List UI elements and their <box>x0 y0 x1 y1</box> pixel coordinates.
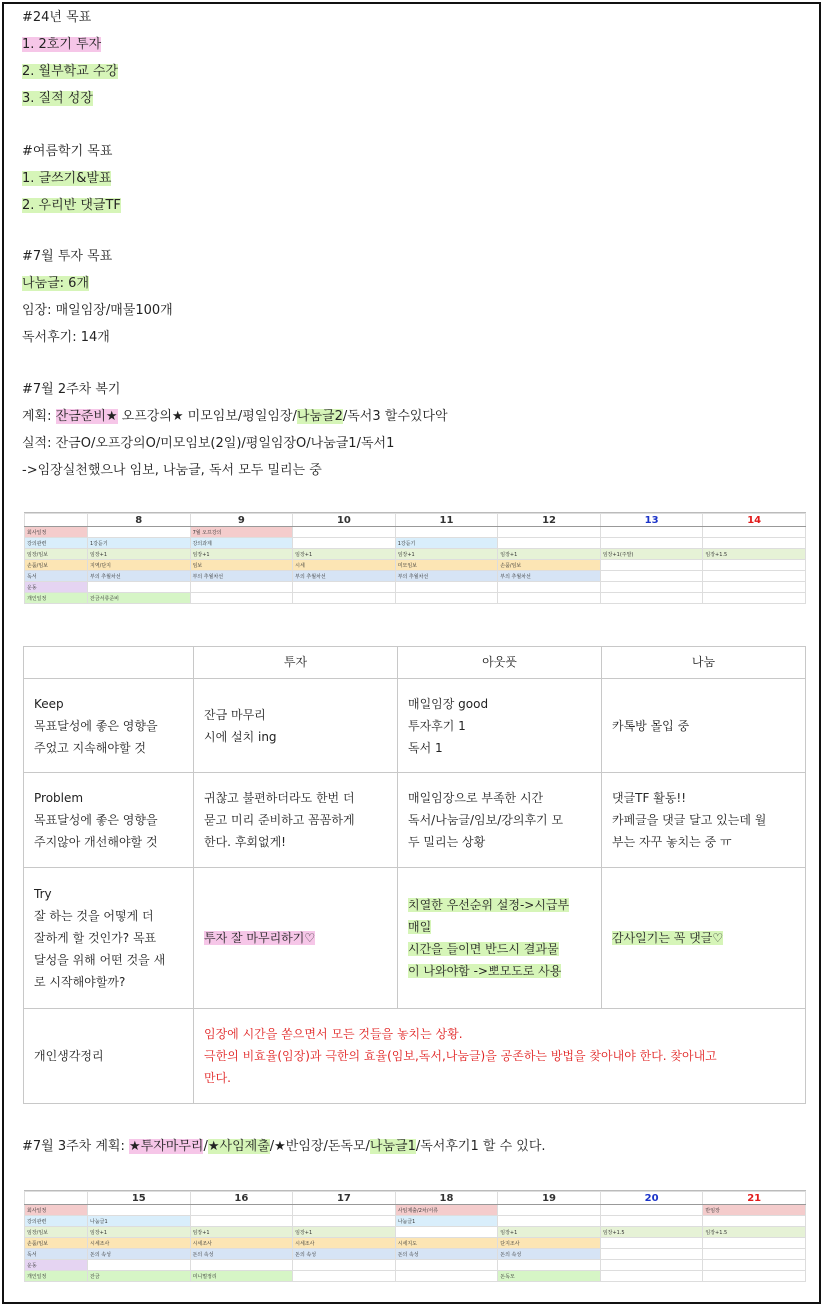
calendar-cell: 미니멀정리 <box>190 1271 293 1282</box>
calendar-day-header: 21 <box>703 1192 806 1205</box>
calendar-day-header: 20 <box>600 1192 703 1205</box>
calendar-cell: 사임제출/2차/서류 <box>395 1205 498 1216</box>
calendar-row-label: 운동 <box>25 1260 88 1271</box>
calendar-cell <box>703 560 806 571</box>
calendar-cell <box>395 1227 498 1238</box>
calendar-cell: 부의 추월차선 <box>293 571 396 582</box>
calendar-cell <box>190 1205 293 1216</box>
calendar-cell <box>190 1216 293 1227</box>
calendar-cell <box>395 527 498 538</box>
calendar-row-label: 임장/임보 <box>25 549 88 560</box>
calendar-cell <box>600 560 703 571</box>
calendar-cell <box>600 571 703 582</box>
calendar-row-label: 강의관련 <box>25 1216 88 1227</box>
kpt-header-empty <box>24 647 194 679</box>
calendar-day-header: 9 <box>190 514 293 527</box>
kpt-cell: 감사일기는 꼭 댓글♡ <box>602 867 806 1009</box>
calendar-cell <box>293 527 396 538</box>
calendar-cell <box>600 1205 703 1216</box>
kpt-cell: 매일임장으로 부족한 시간 독서/나눔글/임보/강의후기 모 두 밀리는 상황 <box>398 773 602 867</box>
calendar-cell <box>293 1271 396 1282</box>
kpt-header-share: 나눔 <box>602 647 806 679</box>
goal-item: 1. 2호기 투자 <box>22 37 102 52</box>
calendar-cell: 임장+1 <box>498 1227 601 1238</box>
july-goal-item: 나눔글: 6개 <box>22 276 90 291</box>
calendar-row-label: 강의관련 <box>25 538 88 549</box>
calendar-cell: 임장+1 <box>190 549 293 560</box>
kpt-header-invest: 투자 <box>194 647 398 679</box>
calendar-cell: 부의 추월차선 <box>498 571 601 582</box>
kpt-row-label: 개인생각정리 <box>24 1009 194 1104</box>
calendar-day-header: 18 <box>395 1192 498 1205</box>
calendar-day-header: 19 <box>498 1192 601 1205</box>
calendar-row-label: 개인일정 <box>25 1271 88 1282</box>
calendar-cell <box>600 1249 703 1260</box>
calendar-day-header: 11 <box>395 514 498 527</box>
kpt-table <box>23 646 806 1104</box>
calendar-cell <box>498 582 601 593</box>
calendar-row-label: 회사일정 <box>25 527 88 538</box>
calendar-cell: 임장+1.5 <box>600 1227 703 1238</box>
calendar-cell <box>293 1205 396 1216</box>
calendar-cell <box>190 582 293 593</box>
calendar-cell <box>703 582 806 593</box>
calendar-day-header: 12 <box>498 514 601 527</box>
calendar-cell: 잔금 <box>88 1271 191 1282</box>
kpt-header-output: 아웃풋 <box>398 647 602 679</box>
calendar-day-header: 13 <box>600 514 703 527</box>
calendar-cell <box>703 1216 806 1227</box>
kpt-cell: 치열한 우선순위 설정->시급부 매일 시간을 들이면 반드시 결과물 이 나와야함 ->뽀모도로 사용 <box>398 867 602 1009</box>
calendar-cell <box>498 538 601 549</box>
calendar-cell: 반임장 <box>703 1205 806 1216</box>
calendar-cell <box>498 1216 601 1227</box>
calendar-cell: 시세조사 <box>293 1238 396 1249</box>
kpt-cell: 귀찮고 불편하더라도 한번 더 묻고 미리 준비하고 꼼꼼하게 한다. 후회없게! <box>194 773 398 867</box>
calendar-row-label: 손품/임보 <box>25 1238 88 1249</box>
goal-item: 2. 월부학교 수강 <box>22 64 119 79</box>
calendar-row-label: 회사일정 <box>25 1205 88 1216</box>
calendar-day-header: 17 <box>293 1192 396 1205</box>
calendar-row-label: 개인일정 <box>25 593 88 604</box>
july-goal-item: 독서후기: 14개 <box>22 330 110 345</box>
calendar-cell: 임장+1 <box>293 1227 396 1238</box>
week3-plan: #7월 3주차 계획: ★투자마무리/★사임제출/★반임장/돈독모/나눔글1/독서후기1 할 수 있다. <box>22 1139 546 1154</box>
calendar-cell <box>395 1260 498 1271</box>
calendar-cell <box>190 593 293 604</box>
calendar-cell: 시세지도 <box>395 1238 498 1249</box>
calendar-cell: 단지조사 <box>498 1238 601 1249</box>
kpt-cell: 댓글TF 활동!! 카페글을 댓글 달고 있는데 월 부는 자꾸 놓치는 중 ㅠ <box>602 773 806 867</box>
calendar-day-header: 16 <box>190 1192 293 1205</box>
kpt-row-label: Problem 목표달성에 좋은 영향을 주지않아 개선해야할 것 <box>24 773 194 867</box>
calendar-cell: 돈의 속성 <box>498 1249 601 1260</box>
calendar-cell: 임장+1 <box>88 1227 191 1238</box>
july-goal-title: #7월 투자 목표 <box>22 249 113 264</box>
calendar-cell <box>293 538 396 549</box>
calendar-cell <box>600 1271 703 1282</box>
calendar-cell <box>498 527 601 538</box>
calendar-cell <box>88 1205 191 1216</box>
calendar-cell <box>293 1216 396 1227</box>
calendar-cell: 손품/임보 <box>498 560 601 571</box>
weekly-calendar-2 <box>24 1190 806 1282</box>
calendar-cell: 시세조사 <box>88 1238 191 1249</box>
calendar-day-header: 14 <box>703 514 806 527</box>
calendar-cell <box>498 1205 601 1216</box>
calendar-cell: 돈독모 <box>498 1271 601 1282</box>
calendar-cell <box>88 527 191 538</box>
calendar-cell: 임장+1 <box>88 549 191 560</box>
calendar-cell: 임장+1 <box>498 549 601 560</box>
weekly-calendar-1 <box>24 512 806 604</box>
summer-item: 2. 우리반 댓글TF <box>22 198 121 213</box>
calendar-cell: 1강듣기 <box>395 538 498 549</box>
calendar-cell: 부의 추월차선 <box>88 571 191 582</box>
calendar-cell: 돈의 속성 <box>190 1249 293 1260</box>
week2-plan: 계획: 잔금준비★ 오프강의★ 미모임보/평일임장/나눔글2/독서3 할수있다악 <box>22 409 448 424</box>
calendar-row-label: 운동 <box>25 582 88 593</box>
summer-item: 1. 글쓰기&발표 <box>22 171 112 186</box>
calendar-cell: 나눔글1 <box>88 1216 191 1227</box>
calendar-cell <box>395 593 498 604</box>
calendar-cell <box>600 527 703 538</box>
calendar-cell: 부의 추월차선 <box>190 571 293 582</box>
calendar-cell <box>395 1271 498 1282</box>
calendar-cell <box>600 582 703 593</box>
calendar-cell: 나눔글1 <box>395 1216 498 1227</box>
calendar-cell: 임장+1(주말) <box>600 549 703 560</box>
calendar-row-label: 독서 <box>25 571 88 582</box>
calendar-cell <box>498 1260 601 1271</box>
calendar-cell: 돈의 속성 <box>293 1249 396 1260</box>
calendar-cell: 돈의 속성 <box>88 1249 191 1260</box>
goal-item: 3. 질적 성장 <box>22 91 93 106</box>
calendar-cell <box>600 538 703 549</box>
calendar-corner <box>25 1192 88 1205</box>
calendar-row-label: 독서 <box>25 1249 88 1260</box>
calendar-cell <box>600 1260 703 1271</box>
kpt-cell: 잔금 마무리 시에 설치 ing <box>194 678 398 772</box>
calendar-cell: 돈의 속성 <box>395 1249 498 1260</box>
calendar-cell <box>703 571 806 582</box>
calendar-cell <box>190 1260 293 1271</box>
calendar-cell <box>498 593 601 604</box>
calendar-day-header: 15 <box>88 1192 191 1205</box>
calendar-day-header: 8 <box>88 514 191 527</box>
calendar-cell: 잔금서류준비 <box>88 593 191 604</box>
calendar-cell: 임장+1 <box>190 1227 293 1238</box>
calendar-cell: 임장+1 <box>395 549 498 560</box>
calendar-cell: 임장+1.5 <box>703 549 806 560</box>
calendar-cell: 미모임보 <box>395 560 498 571</box>
calendar-cell <box>703 1271 806 1282</box>
calendar-cell <box>703 538 806 549</box>
calendar-cell: 1강듣기 <box>88 538 191 549</box>
calendar-cell <box>395 582 498 593</box>
kpt-cell: 투자 잘 마무리하기♡ <box>194 867 398 1009</box>
calendar-cell <box>293 582 396 593</box>
calendar-cell <box>703 593 806 604</box>
calendar-cell <box>703 1238 806 1249</box>
calendar-row-label: 임장/임보 <box>25 1227 88 1238</box>
calendar-day-header: 10 <box>293 514 396 527</box>
week2-result: 실적: 잔금O/오프강의O/미모임보(2일)/평일임장O/나눔글1/독서1 <box>22 436 395 451</box>
calendar-cell: 임장+1.5 <box>703 1227 806 1238</box>
calendar-cell <box>703 1249 806 1260</box>
calendar-cell: 강의과제 <box>190 538 293 549</box>
calendar-cell <box>293 593 396 604</box>
calendar-row-label: 손품/임보 <box>25 560 88 571</box>
calendar-cell <box>703 1260 806 1271</box>
calendar-corner <box>25 514 88 527</box>
calendar-cell: 임장+1 <box>293 549 396 560</box>
kpt-reflection: 임장에 시간을 쏟으면서 모든 것들을 놓치는 상황. 극한의 비효율(임장)과 극한의 효율(임보,독서,나눔글)을 공존하는 방법을 찾아내야 한다. 찾아내고 만다. <box>194 1009 806 1104</box>
calendar-cell: 임보 <box>190 560 293 571</box>
goals24-title: #24년 목표 <box>22 10 92 25</box>
calendar-cell <box>703 527 806 538</box>
summer-title: #여름학기 목표 <box>22 144 113 159</box>
calendar-cell <box>600 1238 703 1249</box>
week2-title: #7월 2주차 복기 <box>22 382 121 397</box>
calendar-cell: 7월 오프강의 <box>190 527 293 538</box>
kpt-cell: 매일임장 good 투자후기 1 독서 1 <box>398 678 602 772</box>
kpt-row-label: Try 잘 하는 것을 어떻게 더 잘하게 할 것인가? 목표 달성을 위해 어떤 것을 새 로 시작해야할까? <box>24 867 194 1009</box>
july-goal-item: 임장: 매일임장/매물100개 <box>22 303 173 318</box>
calendar-cell: 지역/단지 <box>88 560 191 571</box>
calendar-cell <box>600 593 703 604</box>
kpt-cell: 카톡방 몰입 중 <box>602 678 806 772</box>
kpt-row-label: Keep 목표달성에 좋은 영향을 주었고 지속해야할 것 <box>24 678 194 772</box>
calendar-cell: 시세조사 <box>190 1238 293 1249</box>
week2-note: ->임장실천했으나 임보, 나눔글, 독서 모두 밀리는 중 <box>22 463 322 478</box>
calendar-cell: 부의 추월차선 <box>395 571 498 582</box>
calendar-cell <box>88 1260 191 1271</box>
calendar-cell <box>600 1216 703 1227</box>
calendar-cell <box>88 582 191 593</box>
calendar-cell: 시세 <box>293 560 396 571</box>
calendar-cell <box>293 1260 396 1271</box>
